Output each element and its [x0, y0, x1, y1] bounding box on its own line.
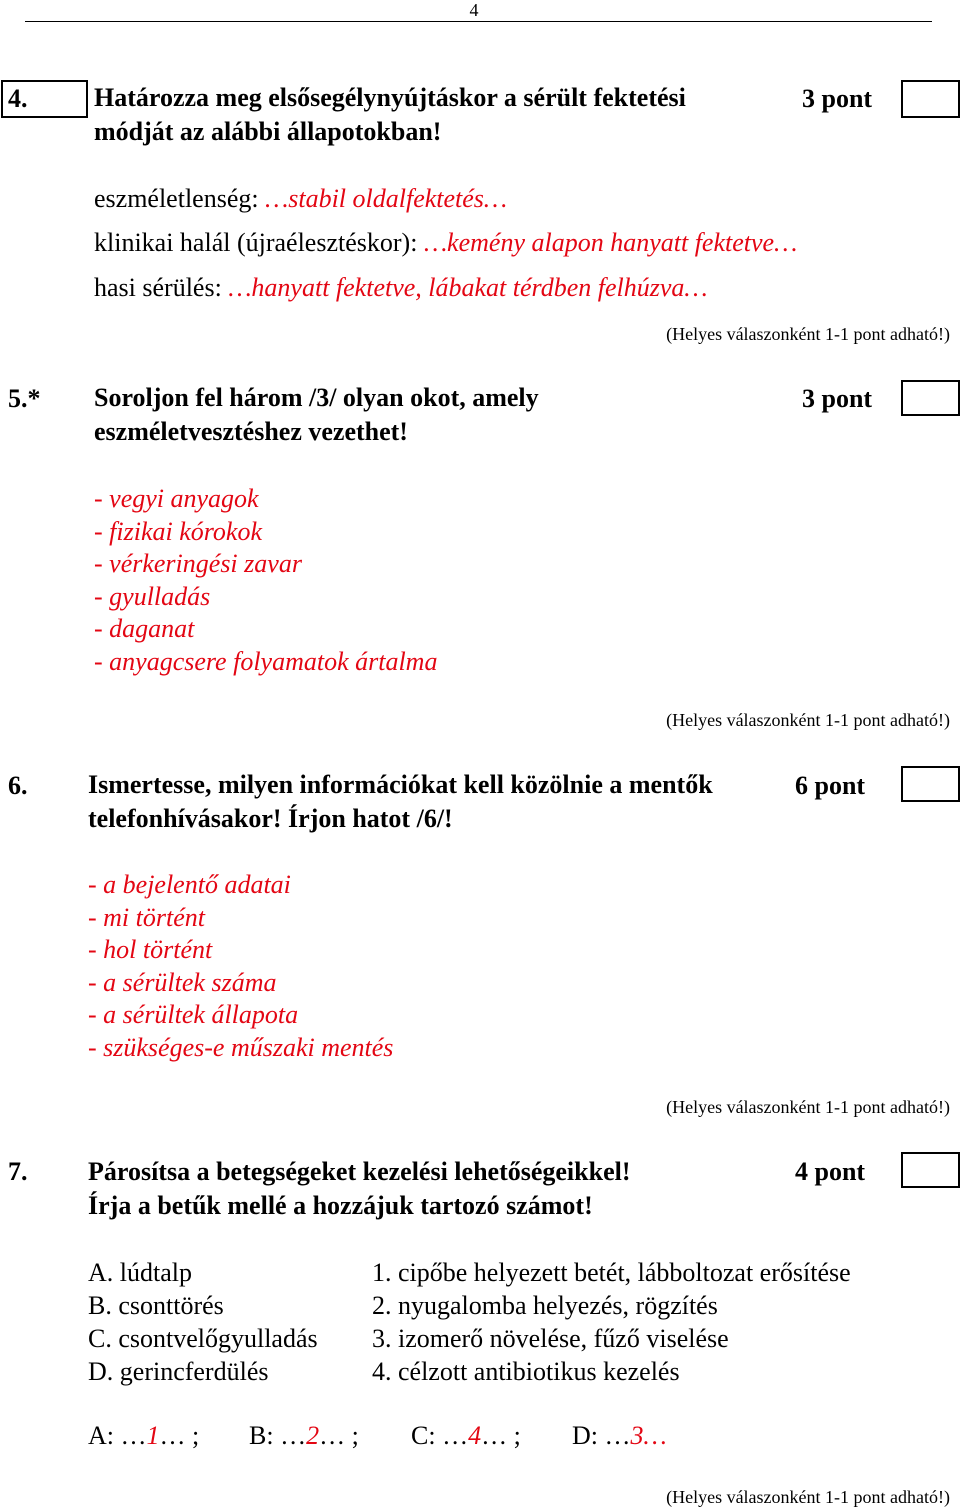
pair-value: 1 — [146, 1421, 160, 1450]
answer-line: - anyagcsere folyamatok ártalma — [94, 646, 438, 676]
answer-line: - mi történt — [88, 902, 205, 932]
item-label: hasi sérülés: — [94, 273, 229, 302]
question-6-score-box[interactable] — [901, 766, 960, 802]
question-5-scoring-note: (Helyes válaszonként 1-1 pont adható!) — [666, 710, 950, 730]
pair-answer-b — [249, 1421, 359, 1451]
pair-answer-c — [411, 1421, 521, 1451]
answer-line: - vérkeringési zavar — [94, 549, 302, 578]
question-7-scoring-note: (Helyes válaszonként 1-1 pont adható!) — [666, 1487, 950, 1507]
answer-line: - daganat — [94, 614, 195, 643]
question-4-text — [94, 81, 686, 149]
question-5-answers — [94, 483, 437, 678]
question-5-text — [94, 381, 539, 449]
question-6-text — [88, 768, 713, 836]
pair-value: 3 — [630, 1421, 644, 1450]
disease-item: A. lúdtalp — [88, 1258, 192, 1287]
pair-letter: C: — [411, 1421, 443, 1450]
disease-item: C. csontvelőgyulladás — [88, 1324, 318, 1353]
item-label: klinikai halál (újraélesztéskor): — [94, 228, 424, 257]
pair-dots: … ; — [481, 1421, 521, 1450]
question-7-line-1: Párosítsa a betegségeket kezelési lehetőségeikkel! — [88, 1157, 631, 1186]
question-4-points: 3 pont — [802, 84, 873, 113]
question-6-points: 6 pont — [795, 771, 866, 800]
question-4-number: 4. — [8, 84, 28, 113]
treatment-item: 3. izomerő növelése, fűző viselése — [372, 1324, 729, 1353]
pair-answer-d — [572, 1421, 667, 1451]
question-4-scoring-note: (Helyes válaszonként 1-1 pont adható!) — [666, 324, 950, 344]
item-answer: …kemény alapon hanyatt fektetve… — [423, 228, 798, 257]
pair-dots: … — [604, 1421, 631, 1450]
answer-line: - vegyi anyagok — [94, 484, 259, 513]
pair-dots: … — [120, 1421, 147, 1450]
question-7-points: 4 pont — [795, 1157, 866, 1186]
diseases-list — [88, 1256, 318, 1388]
question-6-line-2: telefonhívásakor! Írjon hatot /6/! — [88, 804, 453, 833]
question-4-score-box[interactable] — [901, 80, 960, 118]
question-6-answers — [88, 869, 393, 1064]
answer-line: - gyulladás — [94, 581, 211, 611]
pair-letter: B: — [249, 1421, 281, 1450]
disease-item: B. csonttörés — [88, 1291, 224, 1320]
answer-line: - szükséges-e műszaki mentés — [88, 1032, 394, 1062]
question-5-line-2: eszméletvesztéshez vezethet! — [94, 417, 408, 446]
pair-dots: … — [442, 1421, 469, 1450]
pair-dots: … ; — [159, 1421, 200, 1450]
item-answer: …stabil oldalfektetés… — [265, 184, 508, 213]
question-4-line-2: módját az alábbi állapotokban! — [94, 117, 442, 146]
answer-line: - a sérültek állapota — [88, 1000, 299, 1029]
question-4-line-1: Határozza meg elsősegélynyújtáskor a sérült fektetési — [94, 83, 686, 112]
question-7-score-box[interactable] — [901, 1152, 960, 1188]
header-rule — [25, 21, 932, 22]
question-4-item-1 — [94, 184, 507, 214]
question-4-item-3 — [94, 273, 708, 303]
answer-line: - fizikai kórokok — [94, 516, 262, 546]
disease-item: D. gerincferdülés — [88, 1357, 269, 1386]
question-7-number: 7. — [8, 1157, 28, 1186]
answer-line: - hol történt — [88, 935, 213, 964]
answer-line: - a bejelentő adatai — [88, 870, 291, 899]
treatment-item: 4. célzott antibiotikus kezelés — [372, 1357, 680, 1386]
pair-value: 2 — [306, 1421, 320, 1450]
question-5-line-1: Soroljon fel három /3/ olyan okot, amely — [94, 383, 539, 412]
treatment-item: 2. nyugalomba helyezés, rögzítés — [372, 1291, 718, 1320]
answer-line: - a sérültek száma — [88, 967, 277, 997]
pair-dots: … — [643, 1421, 667, 1450]
treatment-item: 1. cipőbe helyezett betét, lábboltozat erősítése — [372, 1258, 851, 1287]
question-5-points: 3 pont — [802, 384, 873, 413]
item-answer: …hanyatt fektetve, lábakat térdben felhúzva… — [228, 273, 708, 302]
question-4-item-2 — [94, 228, 797, 258]
treatments-list — [372, 1256, 851, 1388]
question-5-number: 5.* — [8, 384, 41, 413]
question-5-score-box[interactable] — [901, 380, 960, 416]
pair-value: 4 — [468, 1421, 482, 1450]
question-7-text — [88, 1155, 631, 1223]
pair-answer-a — [88, 1421, 199, 1451]
pair-letter: A: — [88, 1421, 121, 1450]
question-6-line-1: Ismertesse, milyen információkat kell közölnie a mentők — [88, 770, 713, 799]
page-number: 4 — [469, 0, 479, 20]
item-label: eszméletlenség: — [94, 184, 266, 213]
pair-letter: D: — [572, 1421, 605, 1450]
question-6-scoring-note: (Helyes válaszonként 1-1 pont adható!) — [666, 1097, 950, 1117]
pair-dots: … — [280, 1421, 307, 1450]
pair-dots: … ; — [319, 1421, 359, 1450]
question-6-number: 6. — [8, 771, 28, 800]
question-7-line-2: Írja a betűk mellé a hozzájuk tartozó számot! — [88, 1191, 593, 1220]
